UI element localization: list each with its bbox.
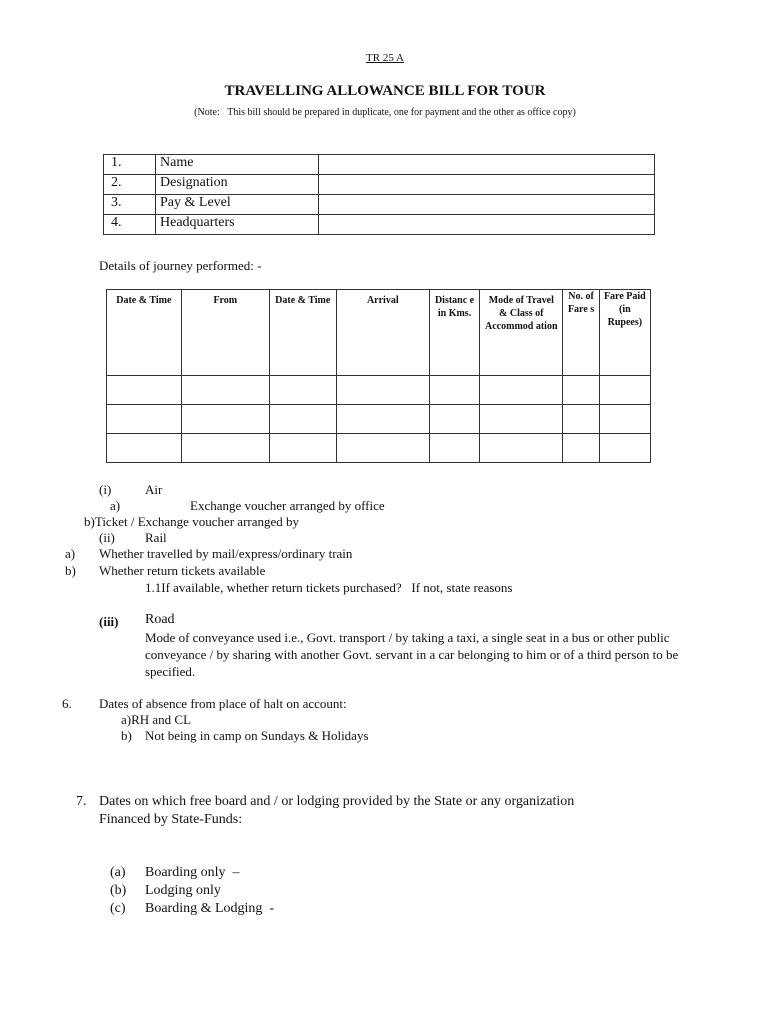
rail-a-text: Whether travelled by mail/express/ordinary train — [99, 546, 353, 561]
field-label: Headquarters — [156, 215, 319, 235]
bill-note: (Note: This bill should be prepared in duplicate, one for payment and the other as office copy) — [194, 107, 576, 118]
col-header-no-of-fares: No. of Fare s — [563, 290, 599, 376]
lodging-only-text: Lodging only — [145, 883, 221, 898]
section-7-item-number: (c) — [110, 901, 126, 916]
table-cell[interactable] — [181, 434, 269, 463]
section-7-item-number: (a) — [110, 865, 126, 880]
table-row — [107, 405, 651, 434]
table-cell[interactable] — [563, 434, 599, 463]
table-cell[interactable] — [599, 376, 650, 405]
road-text-line: conveyance / by sharing with another Govt. servant in a car belonging to him or of a third person to be — [145, 647, 679, 662]
field-label: Designation — [156, 175, 319, 195]
road-label: Road — [145, 612, 175, 627]
table-cell[interactable] — [107, 405, 182, 434]
rail-a-number: a) — [65, 546, 76, 561]
table-cell[interactable] — [336, 405, 429, 434]
table-cell[interactable] — [480, 405, 563, 434]
rail-b-text: Whether return tickets available — [99, 563, 266, 578]
table-row — [107, 376, 651, 405]
section-6-a: a)RH and CL — [121, 712, 192, 727]
table-cell[interactable] — [336, 376, 429, 405]
field-label: Pay & Level — [156, 195, 319, 215]
section-7-line: Dates on which free board and / or lodging provided by the State or any organization — [99, 794, 575, 809]
table-cell[interactable] — [599, 405, 650, 434]
rail-number: (ii) — [99, 530, 115, 545]
air-label: Air — [145, 482, 163, 497]
row-number: 2. — [104, 175, 156, 195]
road-text-line: specified. — [145, 664, 196, 679]
section-7-item-number: (b) — [110, 883, 127, 898]
boarding-only-text: Boarding only – — [145, 865, 240, 880]
air-a-text: Exchange voucher arranged by office — [190, 498, 385, 513]
journey-table — [106, 289, 651, 463]
section-6-text: Dates of absence from place of halt on account: — [99, 696, 347, 711]
air-number: (i) — [99, 482, 112, 497]
row-number: 3. — [104, 195, 156, 215]
field-label: Name — [156, 155, 319, 175]
row-number: 4. — [104, 215, 156, 235]
road-number: (iii) — [99, 614, 119, 629]
table-row — [104, 155, 655, 175]
table-cell[interactable] — [599, 434, 650, 463]
col-header-date-time: Date & Time — [107, 290, 182, 376]
table-cell[interactable] — [107, 376, 182, 405]
road-text-line: Mode of conveyance used i.e., Govt. transport / by taking a taxi, a single seat in a bus or other public — [145, 630, 670, 645]
air-a-number: a) — [110, 498, 121, 513]
section-7-line: Financed by State-Funds: — [99, 812, 243, 827]
table-cell[interactable] — [336, 434, 429, 463]
table-row — [104, 175, 655, 195]
col-header-date-time-2: Date & Time — [269, 290, 336, 376]
table-cell[interactable] — [269, 434, 336, 463]
air-b-text: b)Ticket / Exchange voucher arranged by — [84, 514, 300, 529]
row-number: 1. — [104, 155, 156, 175]
section-6-b-number: b) — [121, 728, 132, 743]
headquarters-value[interactable] — [319, 215, 655, 235]
name-value[interactable] — [319, 155, 655, 175]
table-row — [104, 215, 655, 235]
section-6-number: 6. — [62, 696, 72, 711]
journey-header-row — [107, 290, 651, 376]
table-cell[interactable] — [429, 376, 479, 405]
section-6-b-text: Not being in camp on Sundays & Holidays — [145, 728, 369, 743]
table-cell[interactable] — [181, 376, 269, 405]
section-7-number: 7. — [76, 794, 87, 809]
table-cell[interactable] — [269, 405, 336, 434]
journey-caption: Details of journey performed: - — [99, 258, 262, 273]
rail-label: Rail — [145, 530, 167, 545]
table-cell[interactable] — [269, 376, 336, 405]
table-cell[interactable] — [429, 405, 479, 434]
pay-level-value[interactable] — [319, 195, 655, 215]
col-header-arrival: Arrival — [336, 290, 429, 376]
col-header-fare-paid: Fare Paid (in Rupees) — [599, 290, 650, 376]
personal-details-table — [103, 154, 655, 235]
designation-value[interactable] — [319, 175, 655, 195]
col-header-from: From — [181, 290, 269, 376]
table-row — [107, 434, 651, 463]
table-cell[interactable] — [480, 376, 563, 405]
table-cell[interactable] — [563, 405, 599, 434]
page-title: TRAVELLING ALLOWANCE BILL FOR TOUR — [224, 83, 546, 99]
table-cell[interactable] — [181, 405, 269, 434]
table-cell[interactable] — [480, 434, 563, 463]
col-header-mode-of-travel: Mode of Travel & Class of Accommod ation — [480, 290, 563, 376]
table-row — [104, 195, 655, 215]
boarding-lodging-text: Boarding & Lodging - — [145, 901, 275, 916]
table-cell[interactable] — [107, 434, 182, 463]
rail-b-1-text: 1.1If available, whether return tickets purchased? If not, state reasons — [145, 580, 513, 595]
rail-b-number: b) — [65, 563, 76, 578]
form-code: TR 25 A — [366, 52, 404, 64]
table-cell[interactable] — [429, 434, 479, 463]
table-cell[interactable] — [563, 376, 599, 405]
col-header-distance: Distanc e in Kms. — [429, 290, 479, 376]
